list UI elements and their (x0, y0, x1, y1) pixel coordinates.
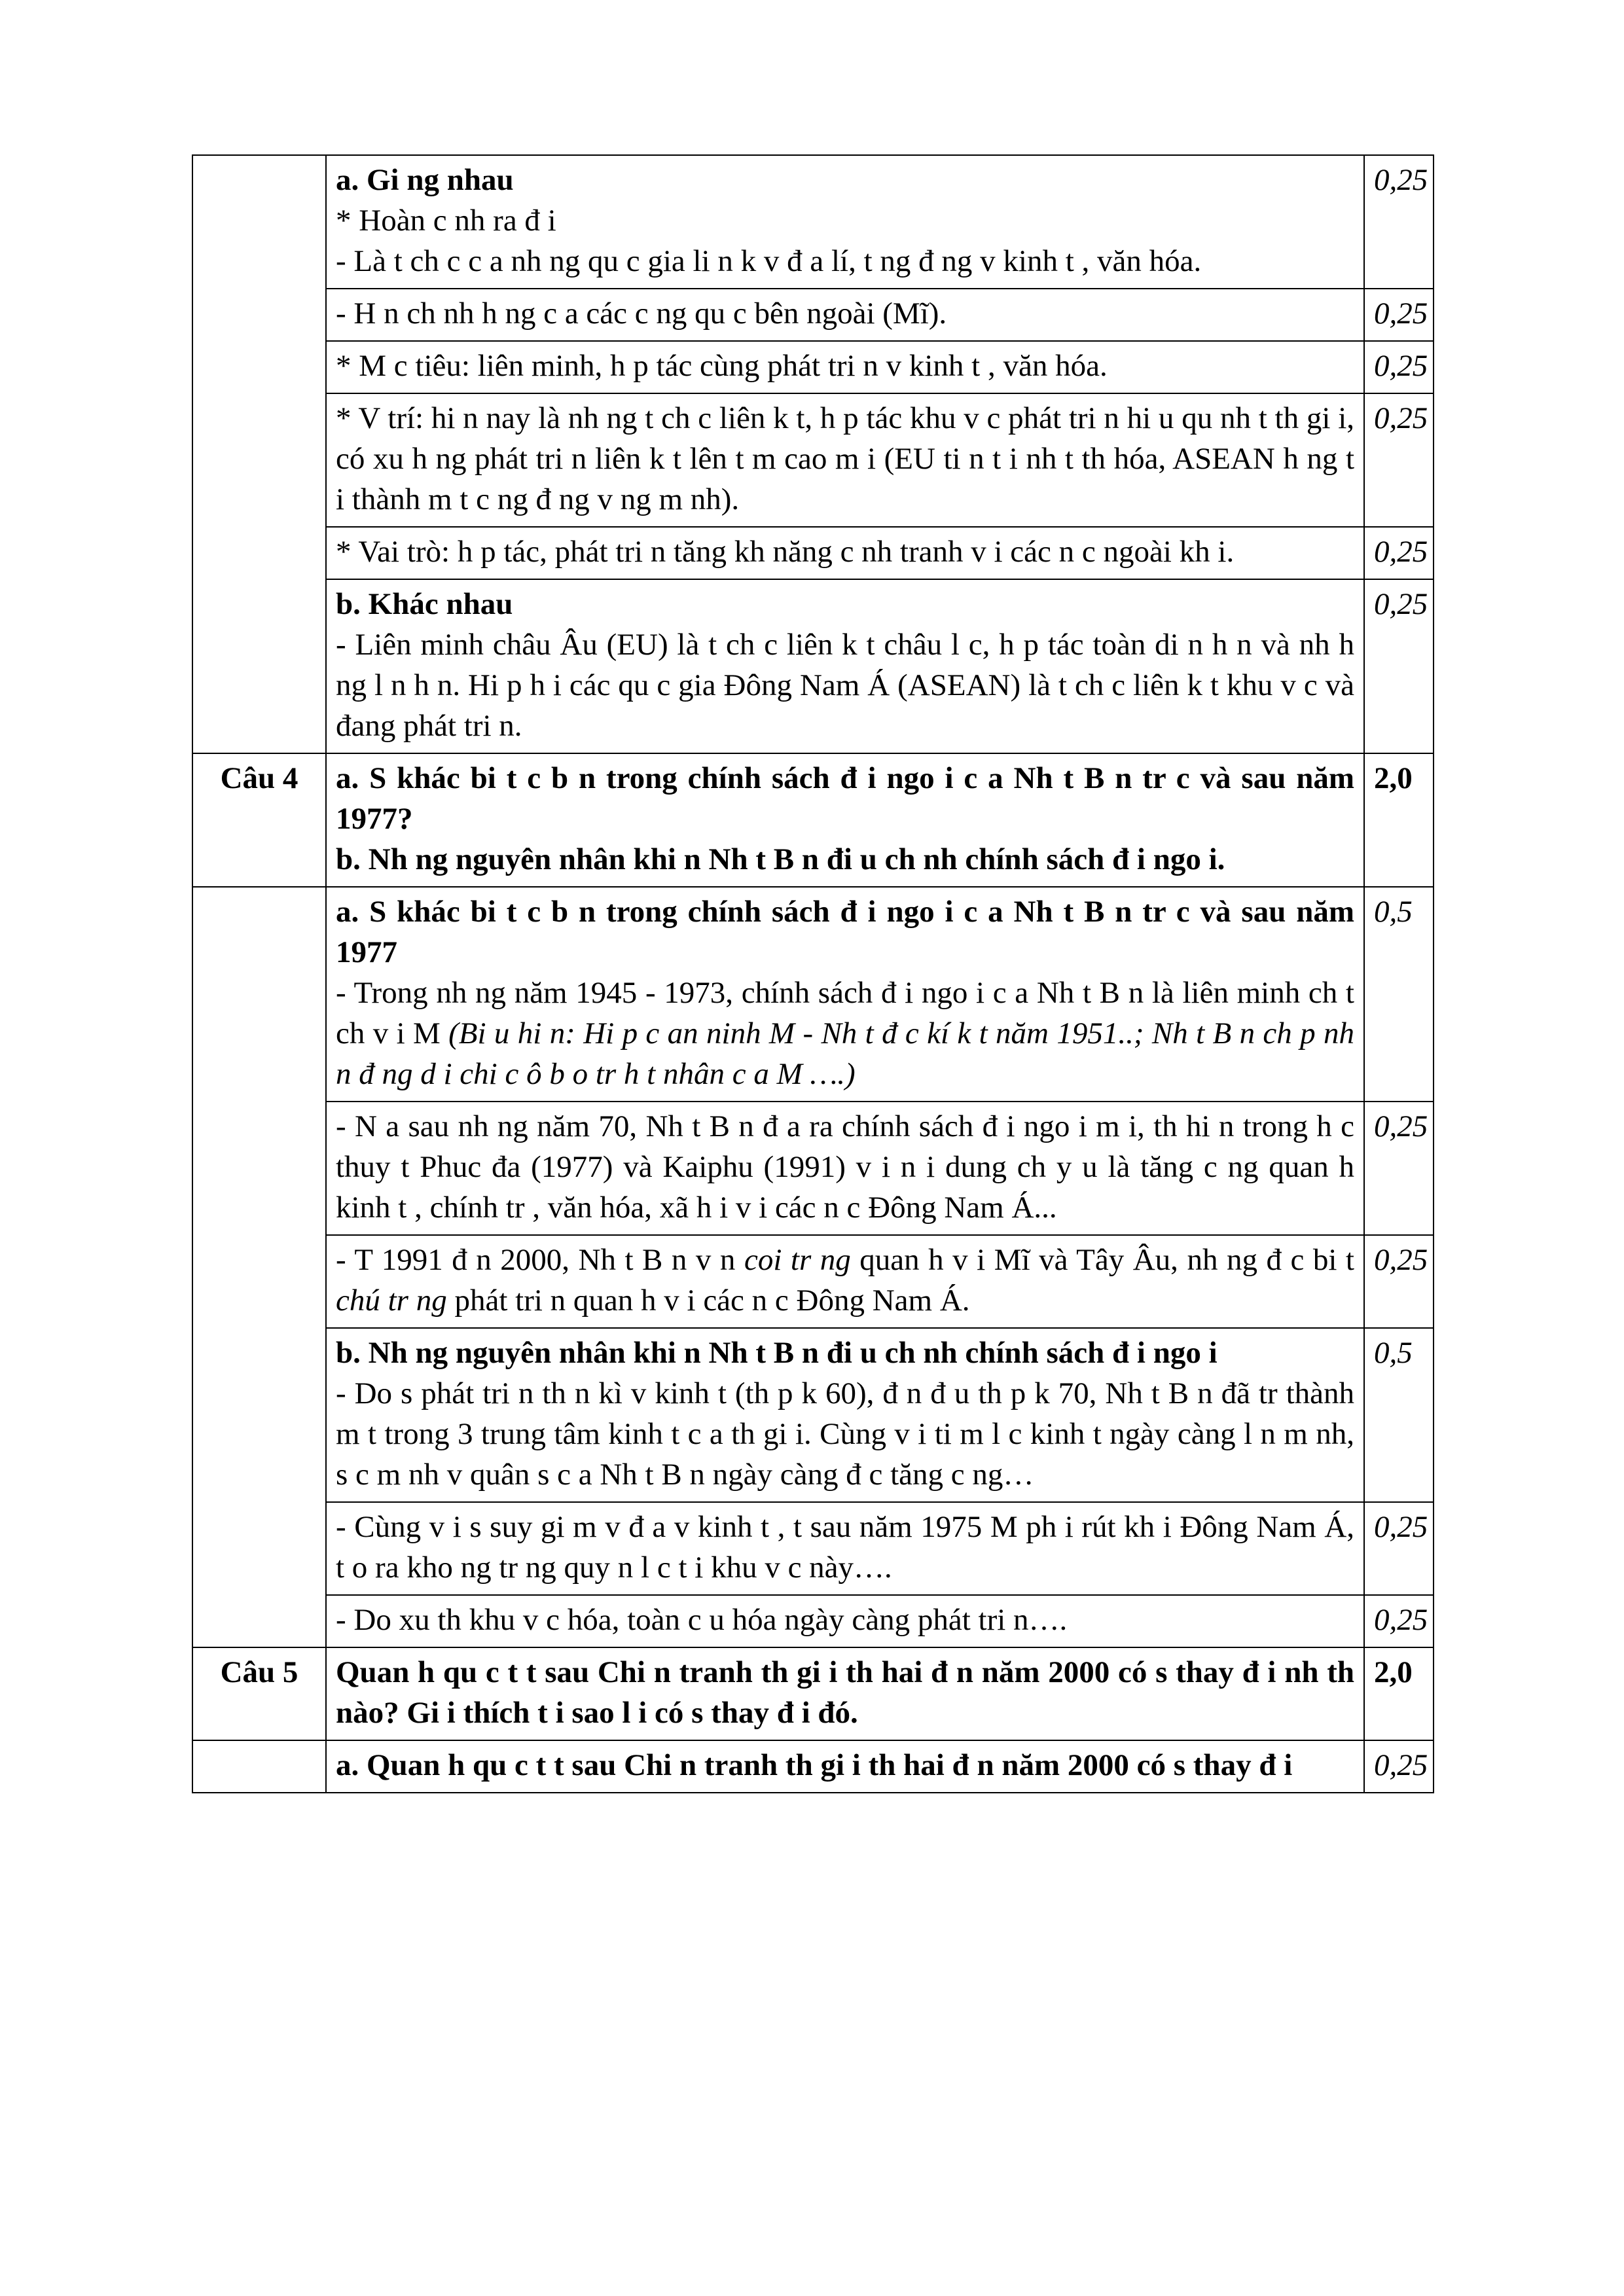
score-cell: 0,25 (1364, 1740, 1434, 1793)
table-row (192, 393, 1434, 527)
content-cell (326, 1328, 1364, 1502)
content-cell (326, 527, 1364, 579)
answer-key-table (192, 154, 1434, 1793)
content-line: - T 1991 đ n 2000, Nh t B n v n (336, 1243, 744, 1277)
content-cell (326, 341, 1364, 393)
content-cell (326, 1502, 1364, 1595)
question-label-cell: Câu 5 (192, 1647, 326, 1740)
score-cell: 0,25 (1364, 393, 1434, 527)
content-line: * M c tiêu: liên minh, h p tác cùng phát tri n v kinh t , văn hóa. (336, 349, 1108, 383)
table-row (192, 341, 1434, 393)
content-cell (326, 393, 1364, 527)
subheading: a. S khác bi t c b n trong chính sách đ i ngo i c a Nh t B n tr c và sau năm 1977 (336, 895, 1354, 969)
score-cell: 0,25 (1364, 1235, 1434, 1328)
score-cell: 0,25 (1364, 289, 1434, 341)
content-line: quan h v i Mĩ và Tây Âu, nh ng đ c bi t (850, 1243, 1354, 1277)
score-cell: 0,25 (1364, 1102, 1434, 1235)
table-row (192, 579, 1434, 753)
content-line: - Là t ch c c a nh ng qu c gia li n k v đ a lí, t ng đ ng v kinh t , văn hóa. (336, 244, 1202, 278)
table-row (192, 1235, 1434, 1328)
table-row (192, 1647, 1434, 1740)
score-cell: 0,5 (1364, 887, 1434, 1102)
content-line: - H n ch nh h ng c a các c ng qu c bên ngoài (Mĩ). (336, 296, 947, 331)
content-cell (326, 1235, 1364, 1328)
subheading: b. Nh ng nguyên nhân khi n Nh t B n đi u ch nh chính sách đ i ngo i (336, 1336, 1218, 1370)
question-line: b. Nh ng nguyên nhân khi n Nh t B n đi u ch nh chính sách đ i ngo i. (336, 842, 1225, 876)
question-text-cell (326, 1647, 1364, 1740)
table-row (192, 155, 1434, 289)
score-cell: 0,25 (1364, 155, 1434, 289)
table-row (192, 1595, 1434, 1647)
score-cell: 0,25 (1364, 1502, 1434, 1595)
subheading: a. Quan h qu c t t sau Chi n tranh th gi i th hai đ n năm 2000 có s thay đ i (336, 1748, 1293, 1782)
total-score-cell: 2,0 (1364, 753, 1434, 887)
score-cell: 0,5 (1364, 1328, 1434, 1502)
content-line: - Do s phát tri n th n kì v kinh t (th p k 60), đ n đ u th p k 70, Nh t B n đã tr thành m t trong 3 trung tâm kinh t c a th gi i. Cùng v i ti m l c kinh t ngày càng l n m nh, s c m nh v quân s c a Nh t B n ngày càng đ c tăng c ng… (336, 1376, 1354, 1492)
subheading: a. Gi ng nhau (336, 163, 514, 197)
table-row (192, 289, 1434, 341)
content-line: * Hoàn c nh ra đ i (336, 204, 556, 238)
content-italic: (Bi u hi n: Hi p c an ninh M - Nh t đ c kí k t năm 1951..; Nh t B n ch p nh n đ ng d i chi c ô b o tr h t nhân c a M ….) (336, 1016, 1354, 1091)
score-cell: 0,25 (1364, 527, 1434, 579)
question-label-cell: Câu 4 (192, 753, 326, 887)
score-cell: 0,25 (1364, 1595, 1434, 1647)
content-cell (326, 155, 1364, 289)
content-cell (326, 887, 1364, 1102)
table-row (192, 1328, 1434, 1502)
content-cell (326, 579, 1364, 753)
question-line: a. S khác bi t c b n trong chính sách đ i ngo i c a Nh t B n tr c và sau năm 1977? (336, 761, 1354, 836)
content-line: - Trong nh ng năm 1945 - 1973, chính sách đ i ngo i c a Nh t B n là liên minh ch t ch v i M (336, 976, 1354, 1050)
content-line: * V trí: hi n nay là nh ng t ch c liên k t, h p tác khu v c phát tri n hi u qu nh t th gi i, có xu h ng phát tri n liên k t lên t m cao m i (EU ti n t i nh t th hóa, ASEAN h ng t i thành m t c ng đ ng v ng m nh). (336, 401, 1354, 516)
table-row (192, 753, 1434, 887)
table-row (192, 887, 1434, 1102)
content-cell (326, 289, 1364, 341)
table-row (192, 1740, 1434, 1793)
content-line: - Cùng v i s suy gi m v đ a v kinh t , t sau năm 1975 M ph i rút kh i Đông Nam Á, t o ra kho ng tr ng quy n l c t i khu v c này…. (336, 1510, 1354, 1585)
content-line: - Liên minh châu Âu (EU) là t ch c liên k t châu l c, h p tác toàn di n h n và nh h ng l n h n. Hi p h i các qu c gia Đông Nam Á (ASEAN) là t ch c liên k t khu v c và đang phát tri n. (336, 628, 1354, 743)
content-italic: coi tr ng (744, 1243, 851, 1277)
table-row (192, 1102, 1434, 1235)
question-label-cell (192, 155, 326, 753)
content-line: - N a sau nh ng năm 70, Nh t B n đ a ra chính sách đ i ngo i m i, th hi n trong h c thuy t Phuc đa (1977) và Kaiphu (1991) v i n i dung ch y u là tăng c ng quan h kinh t , chính tr , văn hóa, xã h i v i các n c Đông Nam Á... (336, 1109, 1354, 1225)
question-label-cell (192, 887, 326, 1647)
question-text-cell (326, 753, 1364, 887)
score-cell: 0,25 (1364, 579, 1434, 753)
score-cell: 0,25 (1364, 341, 1434, 393)
subheading: b. Khác nhau (336, 587, 513, 621)
content-line: - Do xu th khu v c hóa, toàn c u hóa ngày càng phát tri n…. (336, 1603, 1068, 1637)
table-row (192, 1502, 1434, 1595)
content-cell (326, 1740, 1364, 1793)
table-row (192, 527, 1434, 579)
content-line: * Vai trò: h p tác, phát tri n tăng kh năng c nh tranh v i các n c ngoài kh i. (336, 535, 1235, 569)
content-cell (326, 1595, 1364, 1647)
question-label-cell (192, 1740, 326, 1793)
total-score-cell: 2,0 (1364, 1647, 1434, 1740)
content-cell (326, 1102, 1364, 1235)
content-italic: chú tr ng (336, 1283, 447, 1318)
question-line: Quan h qu c t t sau Chi n tranh th gi i th hai đ n năm 2000 có s thay đ i nh th nào? Gi i thích t i sao l i có s thay đ i đó. (336, 1655, 1354, 1730)
content-line: phát tri n quan h v i các n c Đông Nam Á. (446, 1283, 970, 1318)
